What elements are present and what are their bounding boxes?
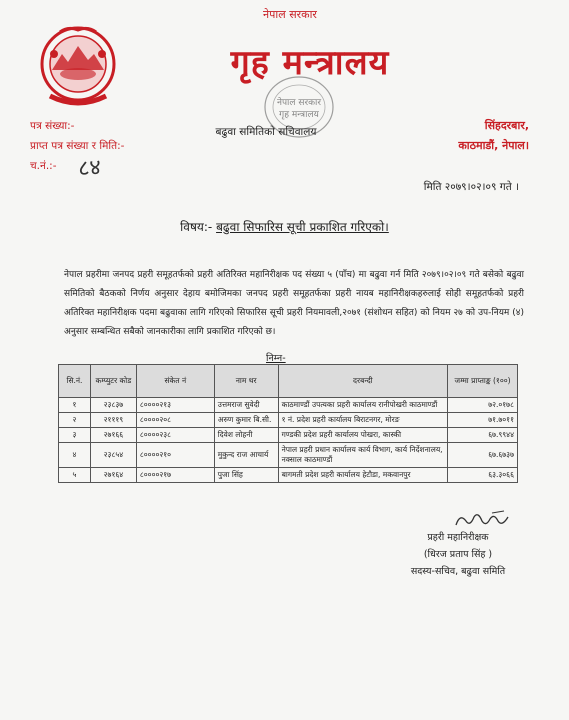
table-header-row xyxy=(59,365,518,398)
cell-symbol: ८००००२३८ xyxy=(136,428,214,443)
cell-code: २७१६४ xyxy=(90,468,136,483)
header-name: नाम थर xyxy=(214,365,278,398)
ch-number-label: च.नं.:- xyxy=(30,160,57,172)
cell-score: ७२.०१७८ xyxy=(448,398,518,413)
government-name: नेपाल सरकार xyxy=(263,8,317,21)
letter-date: मिति २०७९।०२।०९ गते । xyxy=(423,181,519,193)
cell-name: उत्तमराज सुवेदी xyxy=(214,398,278,413)
cell-name: दिवेश लोहनी xyxy=(214,428,278,443)
table-row xyxy=(59,443,518,468)
cell-score: ६७.९९४४ xyxy=(448,428,518,443)
header-computer-code: कम्प्युटर कोड xyxy=(90,365,136,398)
signatory-name: (धिरज प्रताप सिंह ) xyxy=(423,549,493,560)
cell-code: २१११९ xyxy=(90,413,136,428)
cell-post: काठमाण्डौं उपत्यका प्रहरी कार्यालय रानीपोखरी काठमाण्डौं xyxy=(278,398,448,413)
cell-code: २३८५४ xyxy=(90,443,136,468)
cell-post: बागमती प्रदेश प्रहरी कार्यालय हेटौडा, मकवानपुर xyxy=(278,468,448,483)
header-symbol-no: संकेत नं xyxy=(136,365,214,398)
table-row xyxy=(59,413,518,428)
svg-text:गृह मन्त्रालय: गृह मन्त्रालय xyxy=(279,110,319,120)
cell-sn: ४ xyxy=(59,443,91,468)
cell-post: गण्डकी प्रदेश प्रहरी कार्यालय पोखरा, कास्की xyxy=(278,428,448,443)
cell-name: मुकुन्द राज आचार्य xyxy=(214,443,278,468)
signatory-block xyxy=(388,529,528,580)
handwritten-signature-icon xyxy=(452,509,512,531)
cell-score: ६३.३०६६ xyxy=(448,468,518,483)
office-address xyxy=(458,116,529,156)
ministry-title: गृह मन्त्रालय xyxy=(230,43,390,83)
table-row xyxy=(59,428,518,443)
cell-code: २७१६६ xyxy=(90,428,136,443)
office-city: काठमाडौं, नेपाल। xyxy=(458,139,529,152)
subject-text: बढुवा सिफारिस सूची प्रकाशित गरिएको। xyxy=(216,220,389,234)
cell-name: पुजा सिंह xyxy=(214,468,278,483)
cell-symbol: ८००००२१३ xyxy=(136,398,214,413)
header-post: दरबन्दी xyxy=(278,365,448,398)
cell-post: नेपाल प्रहरी प्रधान कार्यालय कार्य विभाग, कार्य निर्देशनालय, नक्साल काठमाण्डौं xyxy=(278,443,448,468)
cell-sn: ५ xyxy=(59,468,91,483)
letter-number-label: पत्र संख्या:- xyxy=(30,120,75,132)
subject-line xyxy=(0,218,569,235)
reference-label: प्राप्त पत्र संख्या र मिति:- xyxy=(30,140,125,152)
ch-number-handwritten: ८४ xyxy=(77,155,102,182)
cell-symbol: ८००००२१० xyxy=(136,443,214,468)
cell-sn: ३ xyxy=(59,428,91,443)
cell-score: ७१.७०११ xyxy=(448,413,518,428)
body-paragraph: नेपाल प्रहरीमा जनपद प्रहरी समूहतर्फको प्रहरी अतिरिक्त महानिरीक्षक पद संख्या ५ (पाँच) मा बढुवा गर्न मिति २०७९।०२।०९ गते बसेको बढुवा समितिको बैठकको निर्णय अनुसार देहाय बमोजिमका जनपद प्रहरी समूहतर्फका प्रहरी नायब महानिरीक्षकहरुलाई सोही समूहतर्फको प्रहरी अतिरिक्त महानिरीक्षक पदमा बढुवाका लागि गरिएको सिफारिस सूची प्रहरी नियमावली,२०७१ (संशोधन सहित) को नियम २७ को उप-नियम (४) अनुसार सम्बन्धित सबैको जानकारीका लागि प्रकाशित गरिएको छ। xyxy=(64,270,524,337)
cell-score: ६७.६७३७ xyxy=(448,443,518,468)
signatory-role: सदस्य-सचिव, बढुवा समिति xyxy=(410,566,506,577)
secretariat-name: बढुवा समितिको सचिवालय xyxy=(215,126,317,138)
header-total-score: जम्मा प्राप्ताङ्क (१००) xyxy=(448,365,518,398)
header-sn: सि.नं. xyxy=(59,365,91,398)
results-table xyxy=(58,364,518,483)
svg-text:नेपाल सरकार: नेपाल सरकार xyxy=(276,98,322,108)
signatory-title: प्रहरी महानिरीक्षक xyxy=(427,532,489,543)
cell-symbol: ८००००२१७ xyxy=(136,468,214,483)
cell-sn: २ xyxy=(59,413,91,428)
table-caption: निम्न- xyxy=(266,353,286,364)
cell-name: अरुण कुमार बि.सी. xyxy=(214,413,278,428)
cell-sn: १ xyxy=(59,398,91,413)
nepal-emblem-icon xyxy=(38,24,118,108)
table-row xyxy=(59,468,518,483)
office-place: सिंहदरबार, xyxy=(484,119,529,132)
table-row xyxy=(59,398,518,413)
cell-code: २३८३७ xyxy=(90,398,136,413)
cell-symbol: ८००००२०८ xyxy=(136,413,214,428)
subject-label: विषय:- xyxy=(180,220,213,234)
cell-post: १ नं. प्रदेश प्रहरी कार्यालय बिराटनगर, मोरङ xyxy=(278,413,448,428)
